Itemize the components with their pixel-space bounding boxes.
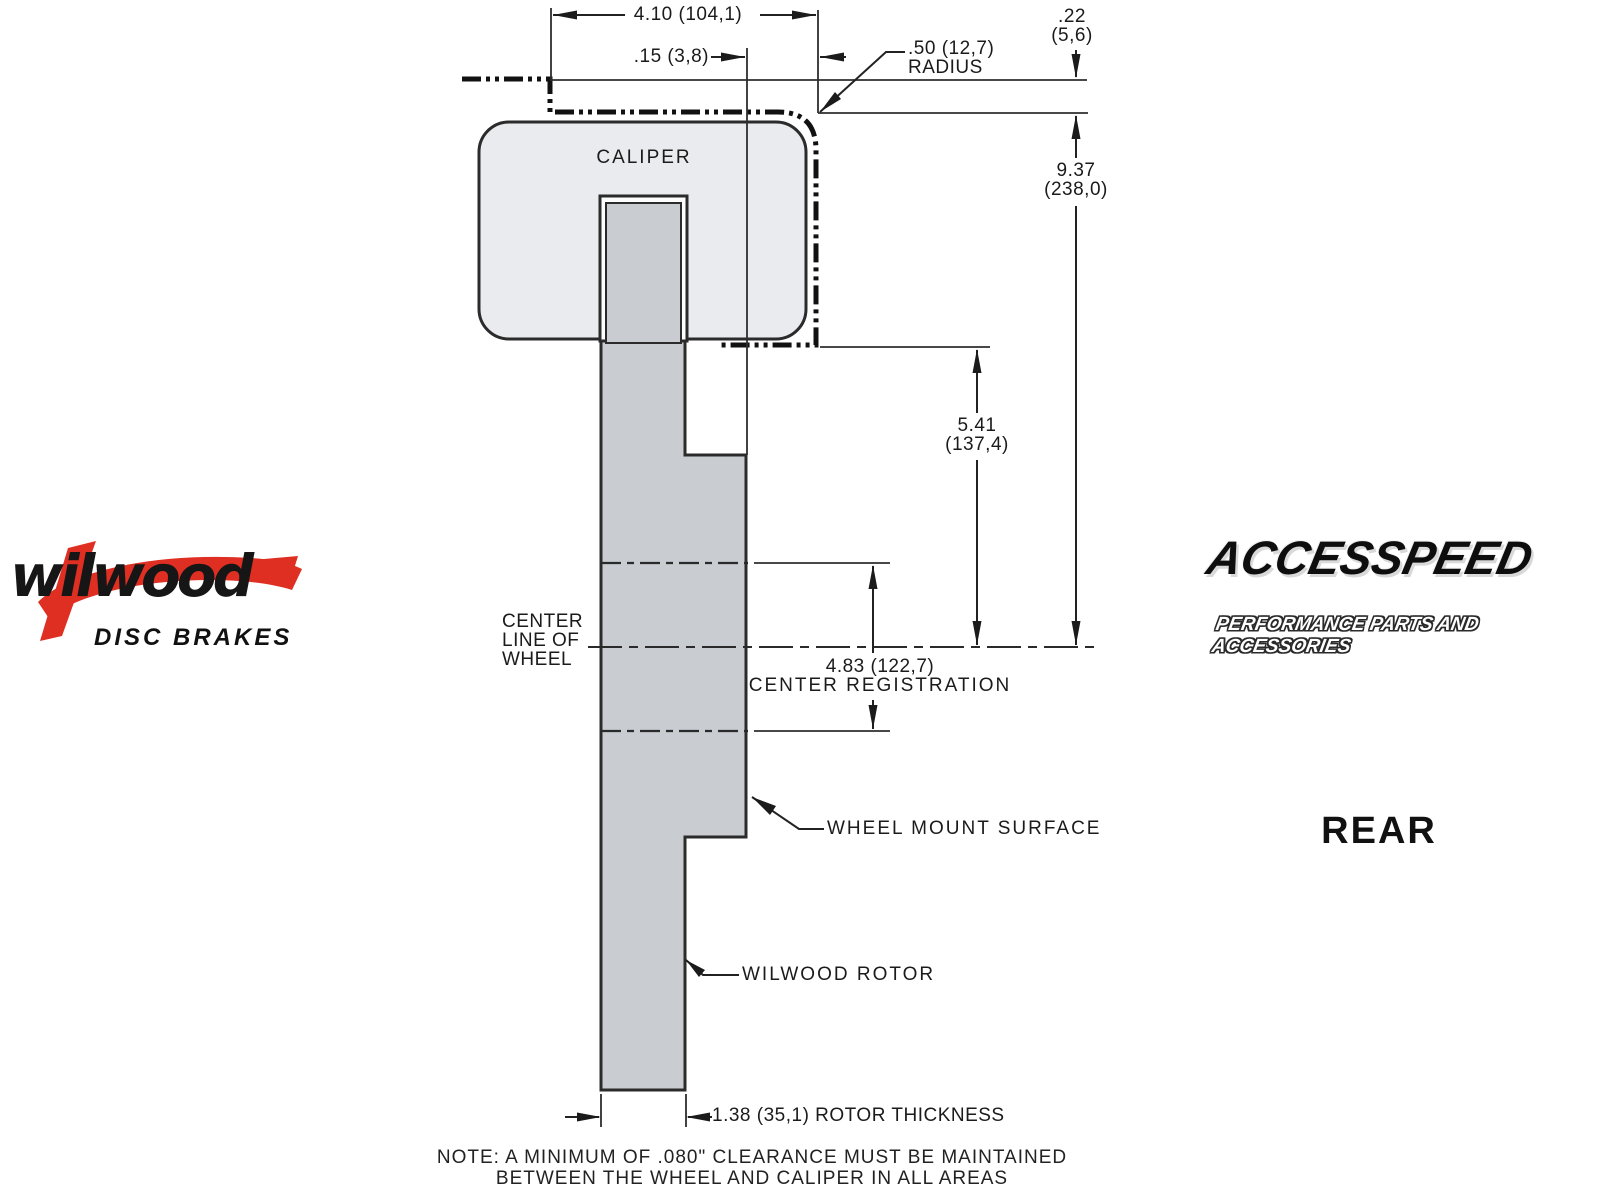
wilwood-tagline: DISC BRAKES	[94, 624, 293, 651]
wilwood-logo	[10, 536, 330, 658]
note-line-2: BETWEEN THE WHEEL AND CALIPER IN ALL AREAS	[495, 1168, 1009, 1189]
dim-offset: .15 (3,8)	[633, 46, 709, 67]
position-label: REAR	[1321, 810, 1437, 852]
wheel-mount-surface-label: WHEEL MOUNT SURFACE	[827, 818, 1102, 839]
dim-radius-value: .50 (12,7)	[908, 38, 995, 59]
dim-pocket-width: 4.10 (104,1)	[633, 4, 743, 25]
dim-mount-height-mm: (137,4)	[945, 434, 1009, 455]
accesspeed-logo	[1200, 530, 1590, 657]
dim-radius-word: RADIUS	[908, 57, 983, 78]
wilwood-wordmark: wilwood	[10, 542, 251, 610]
dim-overall-height: 9.37	[1056, 160, 1096, 181]
note-line-1: NOTE: A MINIMUM OF .080" CLEARANCE MUST BE MAINTAINED	[436, 1147, 1068, 1168]
dim-registration: 4.83 (122,7)	[825, 656, 935, 677]
centerline-label-1: CENTER	[502, 611, 584, 632]
dim-lip-mm: (5,6)	[1051, 25, 1093, 46]
dim-overall-height-mm: (238,0)	[1044, 179, 1108, 200]
accesspeed-wordmark: ACCESSPEED	[1202, 531, 1538, 584]
dim-lip: .22	[1058, 6, 1086, 27]
accesspeed-tagline: PERFORMANCE PARTS AND ACCESSORIES	[1210, 614, 1481, 657]
dim-rotor-thickness: 1.38 (35,1) ROTOR THICKNESS	[712, 1105, 1005, 1126]
dim-registration-label: CENTER REGISTRATION	[748, 675, 1012, 696]
wilwood-rotor-label: WILWOOD ROTOR	[742, 964, 936, 985]
centerline-label-2: LINE OF	[502, 630, 580, 651]
centerline-label-3: WHEEL	[502, 649, 573, 670]
rotor-in-slot	[606, 203, 681, 343]
dim-mount-height: 5.41	[957, 415, 997, 436]
caliper-label: CALIPER	[596, 147, 692, 168]
